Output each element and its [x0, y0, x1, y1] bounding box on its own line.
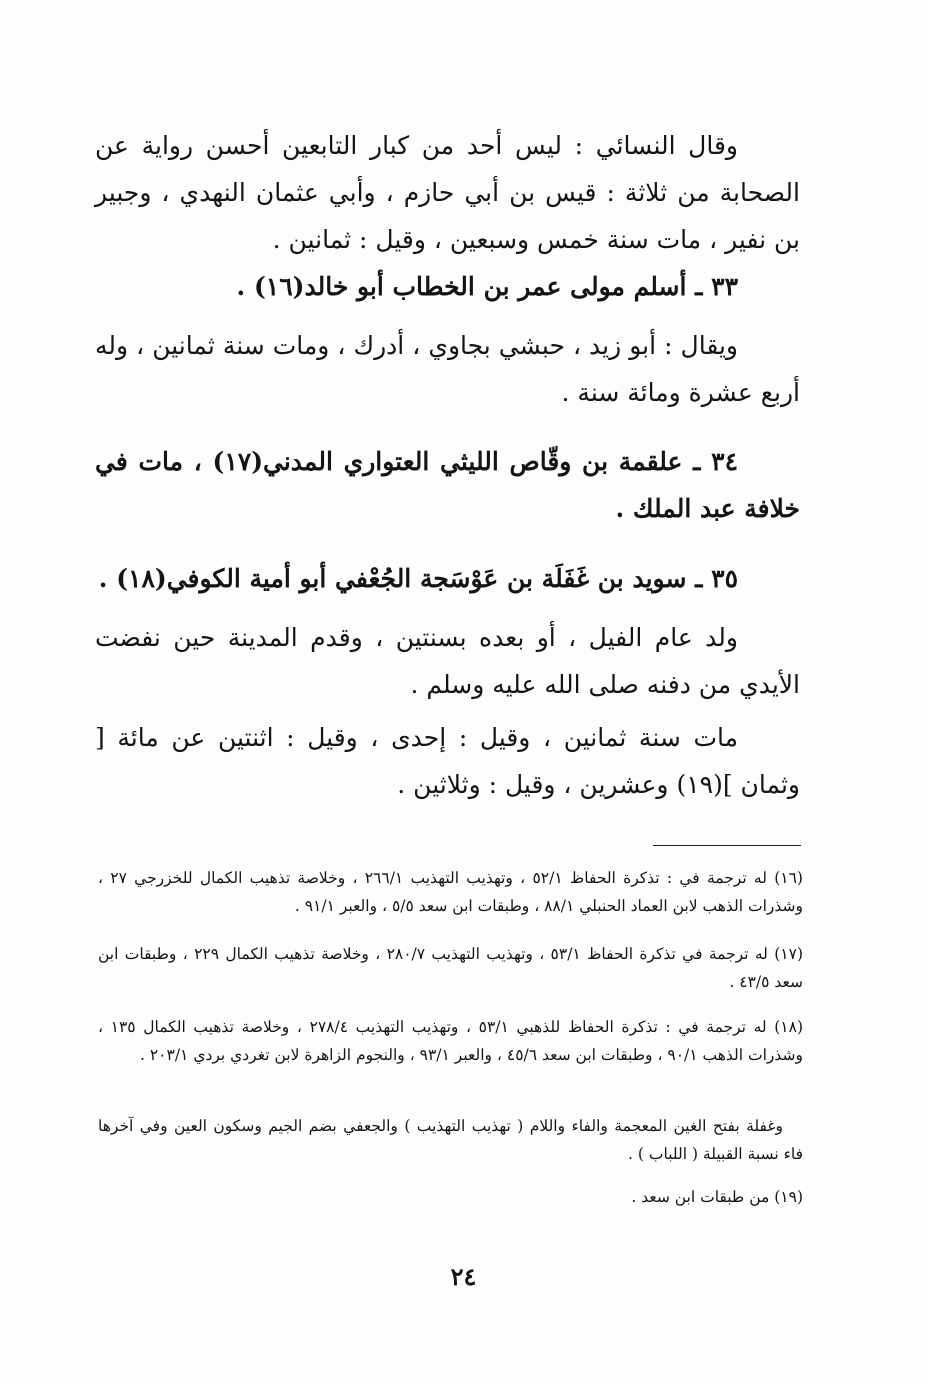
- entry-35-heading: ٣٥ ـ سويد بن غَفَلَة بن عَوْسَجة الجُعْفي أبو أمية الكوفي(١٨) .: [98, 564, 738, 593]
- entry-33-text: ويقال : أبو زيد ، حبشي بجاوي ، أدرك ، ومات سنة ثمانين ، وله أربع عشرة ومائة سنة .: [95, 331, 800, 407]
- entry-35-birth: ولد عام الفيل ، أو بعده بسنتين ، وقدم المدينة حين نفضت الأيدي من دفنه صلى الله عليه وسلم .: [95, 623, 800, 699]
- entry-34-heading: ٣٤ ـ علقمة بن وقّاص الليثي العتواري المدني(١٧) ، مات في خلافة عبد الملك .: [95, 447, 800, 523]
- footnote-17: (١٧) له ترجمة في تذكرة الحفاظ ٥٣/١ ، وتهذيب التهذيب ٢٨٠/٧ ، وخلاصة تذهيب الكمال ٢٢٩ ، وطبقات ابن سعد ٤٣/٥ .: [98, 945, 804, 991]
- paragraph-nasai: وقال النسائي : ليس أحد من كبار التابعين أحسن رواية عن الصحابة من ثلاثة : قيس بن أبي حازم ، وأبي عثمان النهدي ، وجبير بن نفير ، مات سنة خمس وسبعين ، وقيل : ثمانين .: [95, 131, 800, 254]
- footnote-18: (١٨) له ترجمة في : تذكرة الحفاظ للذهبي ٥٣/١ ، وتهذيب التهذيب ٢٧٨/٤ ، وخلاصة تذهيب الكمال ١٣٥ ، وشذرات الذهب ٩٠/١ ، وطبقات ابن سعد ٤٥/٦ ، والعبر ٩٣/١ ، والنجوم الزاهرة لابن تغردي بردي ٢٠٣/١ .: [98, 1018, 803, 1064]
- footnote-16: (١٦) له ترجمة في : تذكرة الحفاظ ٥٢/١ ، وتهذيب التهذيب ٢٦٦/١ ، وخلاصة تذهيب الكمال للخزرجي ٢٧ ، وشذرات الذهب لابن العماد الحنبلي ٨٨/١ ، وطبقات ابن سعد ٥/٥ ، والعبر ٩١/١ .: [98, 869, 803, 915]
- footnote-divider: [653, 845, 801, 846]
- footnote-19: (١٩) من طبقات ابن سعد .: [631, 1188, 803, 1206]
- page-number: ٢٤: [450, 1262, 477, 1291]
- footnote-18-note: وغفلة بفتح الغين المعجمة والفاء واللام ( تهذيب التهذيب ) والجعفي بضم الجيم وسكون العين وفي آخرها فاء نسبة القبيلة ( اللباب ) .: [98, 1117, 803, 1163]
- entry-35-death: مات سنة ثمانين ، وقيل : إحدى ، وقيل : اثنتين عن مائة [ وثمان ](١٩) وعشرين ، وقيل : وثلاثين .: [95, 723, 800, 799]
- entry-33-heading: ٣٣ ـ أسلم مولى عمر بن الخطاب أبو خالد(١٦) .: [236, 272, 738, 301]
